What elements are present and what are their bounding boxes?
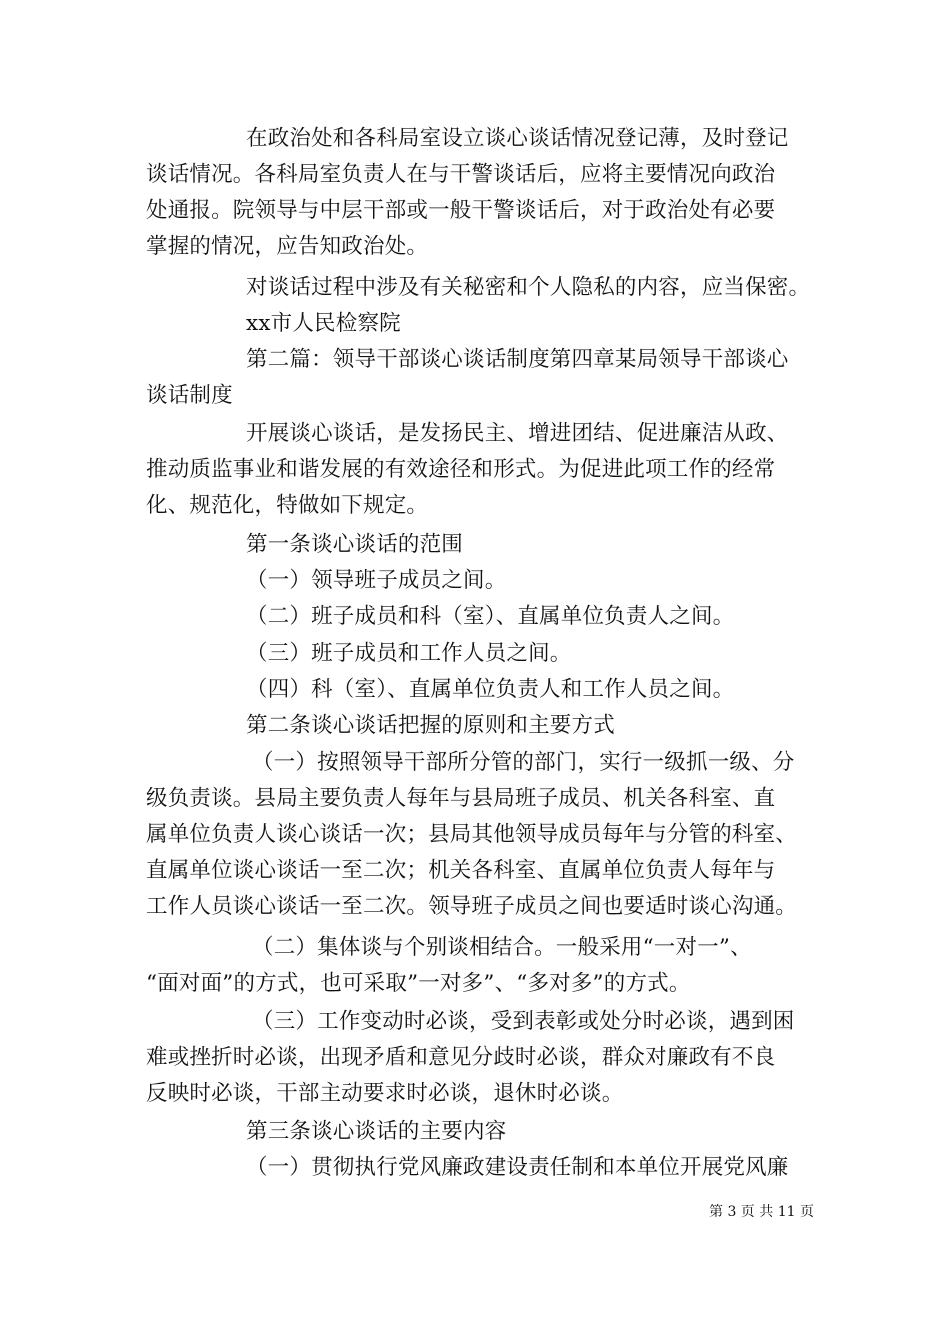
list-item: （二）班子成员和科（室）、直属单位负责人之间。 (246, 604, 735, 629)
section-heading: 第二篇：领导干部谈心谈话制度第四章某局领导干部谈心 (246, 347, 789, 372)
text-line: 谈话情况。各科局室负责人在与干警谈话后，应将主要情况向政治 (146, 162, 776, 187)
text-line: 化、规范化，特做如下规定。 (146, 493, 429, 518)
text-line: （一）贯彻执行党风廉政建设责任制和本单位开展党风廉 (246, 1155, 789, 1180)
signature-org: xx市人民检察院 (246, 311, 401, 336)
text-line: （一）按照领导干部所分管的部门，实行一级抓一级、分 (252, 750, 795, 775)
text-line: （二）集体谈与个别谈相结合。一般采用“一对一”、 (252, 935, 752, 960)
text-line: 属单位负责人谈心谈话一次；县局其他领导成员每年与分管的科室、 (146, 822, 798, 847)
article-heading: 第一条谈心谈话的范围 (246, 532, 464, 557)
list-item: （四）科（室）、直属单位负责人和工作人员之间。 (246, 677, 735, 702)
text-line: 反映时必谈，干部主动要求时必谈，退休时必谈。 (146, 1081, 624, 1106)
text-line: “面对面”的方式，也可采取”一对多”、“多对多”的方式。 (146, 971, 691, 996)
text-line: 推动质监事业和谐发展的有效途径和形式。为促进此项工作的经常 (146, 457, 776, 482)
page-footer: 第 3 页 共 11 页 (709, 1204, 814, 1220)
text-line: 直属单位谈心谈话一至二次；机关各科室、直属单位负责人每年与 (146, 858, 776, 883)
list-item: （一）领导班子成员之间。 (246, 568, 507, 593)
text-line: （三）工作变动时必谈，受到表彰或处分时必谈，遇到困 (252, 1009, 795, 1034)
text-line: 工作人员谈心谈话一至二次。领导班子成员之间也要适时谈心沟通。 (146, 894, 798, 919)
article-heading: 第二条谈心谈话把握的原则和主要方式 (246, 713, 615, 738)
section-heading-cont: 谈话制度 (146, 383, 233, 408)
text-line: 开展谈心谈话，是发扬民主、增进团结、促进廉洁从政、 (246, 421, 789, 446)
list-item: （三）班子成员和工作人员之间。 (246, 641, 572, 666)
text-line: 掌握的情况，应告知政治处。 (146, 234, 429, 259)
text-line: 处通报。院领导与中层干部或一般干警谈话后，对于政治处有必要 (146, 198, 776, 223)
text-line: 在政治处和各科局室设立谈心谈话情况登记薄，及时登记 (246, 126, 789, 151)
text-line: 难或挫折时必谈，出现矛盾和意见分歧时必谈，群众对廉政有不良 (146, 1045, 776, 1070)
text-line: 对谈话过程中涉及有关秘密和个人隐私的内容，应当保密。 (246, 275, 811, 300)
text-line: 级负责谈。县局主要负责人每年与县局班子成员、机关各科室、直 (146, 786, 776, 811)
article-heading: 第三条谈心谈话的主要内容 (246, 1119, 507, 1144)
